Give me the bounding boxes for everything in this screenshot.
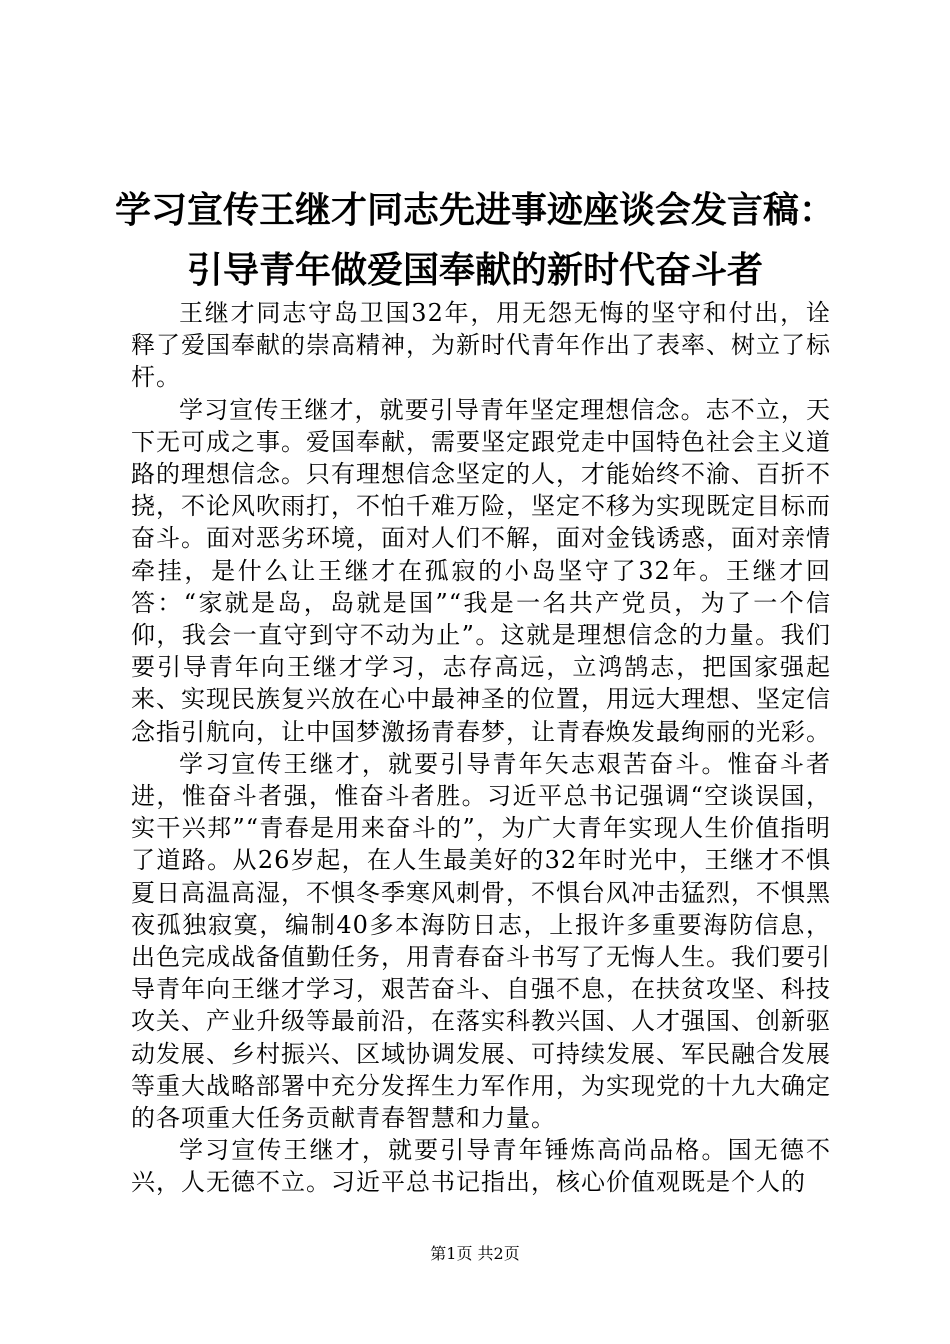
paragraph-3: 学习宣传王继才，就要引导青年矢志艰苦奋斗。惟奋斗者进，惟奋斗者强，惟奋斗者胜。习近平总书记强调“空谈误国，实干兴邦”“青春是用来奋斗的”，为广大青年实现人生价值指明了道路。从26岁起，在人生最美好的32年时光中，王继才不惧夏日高温高湿，不惧冬季寒风刺骨，不惧台风冲击猛烈，不惧黑夜孤独寂寞，编制40多本海防日志，上报许多重要海防信息，出色完成战备值勤任务，用青春奋斗书写了无悔人生。我们要引导青年向王继才学习，艰苦奋斗、自强不息，在扶贫攻坚、科技攻关、产业升级等最前沿，在落实科教兴国、人才强国、创新驱动发展、乡村振兴、区域协调发展、可持续发展、军民融合发展等重大战略部署中充分发挥生力军作用，为实现党的十九大确定的各项重大任务贡献青春智慧和力量。: [131, 749, 831, 1133]
paragraph-4: 学习宣传王继才，就要引导青年锤炼高尚品格。国无德不兴，人无德不立。习近平总书记指出，核心价值观既是个人的: [131, 1136, 831, 1197]
paragraph-2: 学习宣传王继才，就要引导青年坚定理想信念。志不立，天下无可成之事。爱国奉献，需要坚定跟党走中国特色社会主义道路的理想信念。只有理想信念坚定的人，才能始终不渝、百折不挠，不论风吹雨打，不怕千难万险，坚定不移为实现既定目标而奋斗。面对恶劣环境，面对人们不解，面对金钱诱惑，面对亲情牵挂，是什么让王继才在孤寂的小岛坚守了32年。王继才回答：“家就是岛，岛就是国”“我是一名共产党员，为了一个信仰，我会一直守到守不动为止”。这就是理想信念的力量。我们要引导青年向王继才学习，志存高远，立鸿鹄志，把国家强起来、实现民族复兴放在心中最神圣的位置，用远大理想、坚定信念指引航向，让中国梦激扬青春梦，让青春焕发最绚丽的光彩。: [131, 395, 831, 746]
document-body: [131, 297, 831, 1199]
paragraph-1: 王继才同志守岛卫国32年，用无怨无悔的坚守和付出，诠释了爱国奉献的崇高精神，为新时代青年作出了表率、树立了标杆。: [131, 299, 831, 392]
page-footer: 第1页 共2页: [430, 1244, 520, 1263]
document-title-line-2: 引导青年做爱国奉献的新时代奋斗者: [186, 249, 763, 291]
document-title-line-1: 学习宣传王继才同志先进事迹座谈会发言稿：: [114, 189, 835, 231]
